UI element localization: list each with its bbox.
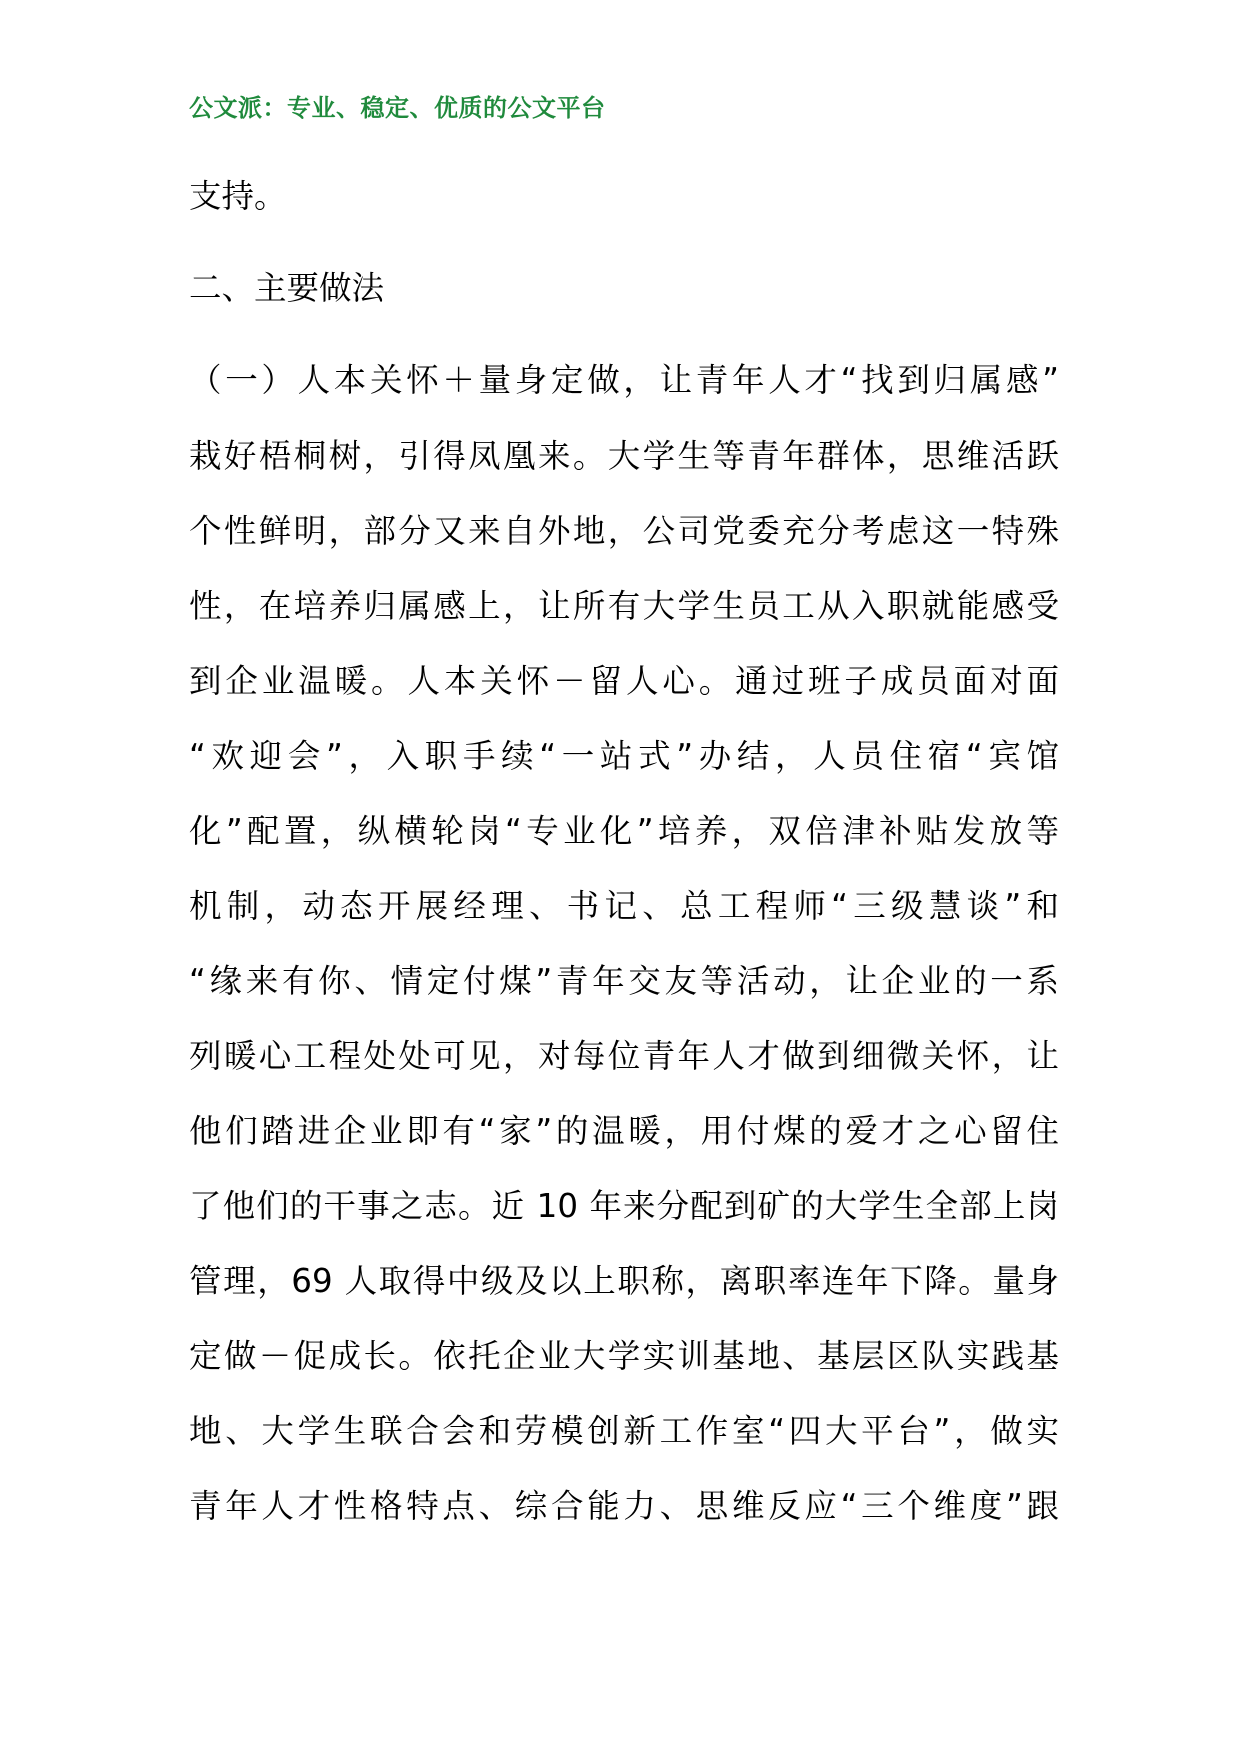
site-header-banner: 公文派：专业、稳定、优质的公文平台 — [189, 94, 606, 122]
body-line-13: 定做－促成长。依托企业大学实训基地、基层区队实践基 — [189, 1337, 1059, 1375]
body-line-14: 地、大学生联合会和劳模创新工作室“四大平台”，做实 — [189, 1412, 1059, 1450]
body-line-4: 到企业温暖。人本关怀－留人心。通过班子成员面对面 — [189, 662, 1059, 700]
body-line-5: “欢迎会”，入职手续“一站式”办结，人员住宿“宾馆 — [189, 737, 1059, 775]
body-line-8: “缘来有你、情定付煤”青年交友等活动，让企业的一系 — [189, 962, 1059, 1000]
body-line-10: 他们踏进企业即有“家”的温暖，用付煤的爱才之心留住 — [189, 1112, 1059, 1150]
body-line-15: 青年人才性格特点、综合能力、思维反应“三个维度”跟 — [189, 1487, 1059, 1525]
body-line-12: 管理，69 人取得中级及以上职称，离职率连年下降。量身 — [189, 1262, 1059, 1300]
body-line-6: 化”配置，纵横轮岗“专业化”培养，双倍津补贴发放等 — [189, 812, 1059, 850]
body-line-11: 了他们的干事之志。近 10 年来分配到矿的大学生全部上岗 — [189, 1187, 1059, 1225]
text-line-1: 支持。 — [189, 177, 287, 215]
body-line-7: 机制，动态开展经理、书记、总工程师“三级慧谈”和 — [189, 887, 1059, 925]
body-line-3: 性，在培养归属感上，让所有大学生员工从入职就能感受 — [189, 587, 1059, 625]
subsection-heading: （一）人本关怀＋量身定做，让青年人才“找到归属感” — [189, 361, 1059, 399]
body-line-1: 栽好梧桐树，引得凤凰来。大学生等青年群体，思维活跃 — [189, 437, 1059, 475]
section-heading: 二、主要做法 — [189, 269, 385, 307]
body-line-9: 列暖心工程处处可见，对每位青年人才做到细微关怀，让 — [189, 1037, 1059, 1075]
body-line-2: 个性鲜明，部分又来自外地，公司党委充分考虑这一特殊 — [189, 512, 1059, 550]
